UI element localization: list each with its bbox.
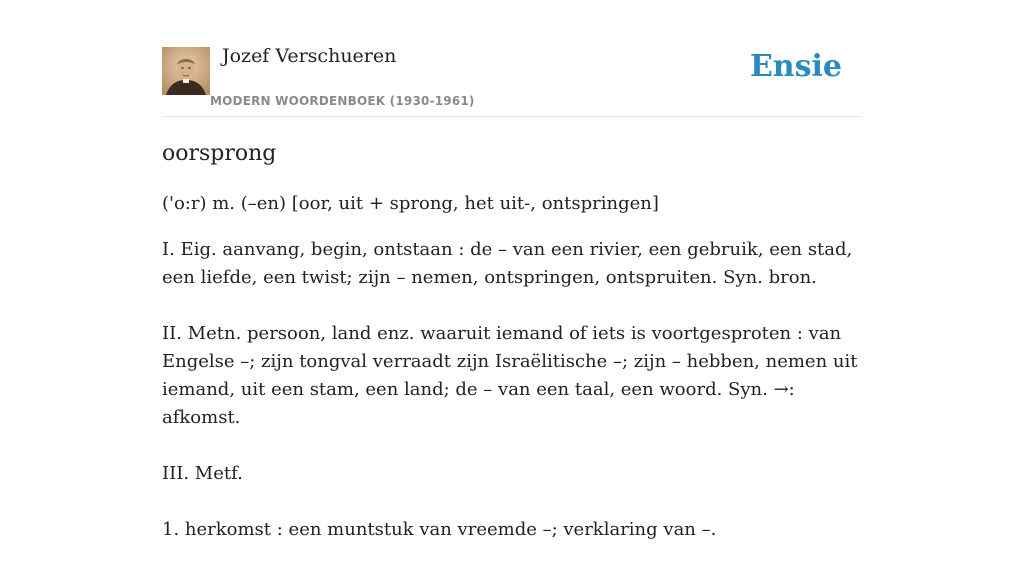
source-label[interactable]: MODERN WOORDENBOEK (1930-1961) (210, 94, 475, 108)
ensie-logo[interactable]: Ensie (749, 49, 842, 84)
entry-sense: 1. herkomst : een muntstuk van vreemde –; verklaring van –. (162, 519, 717, 540)
entry-sense: II. Metn. persoon, land enz. waaruit iemand of iets is voortgesproten : van Engelse –; zijn tongval verraadt zijn Israëlitische –; zijn – hebben, nemen uit iemand, uit een stam, een land; de – van een taal, een woord. Syn. →: afkomst. (162, 323, 858, 428)
entry-sense: I. Eig. aanvang, begin, ontstaan : de – van een rivier, een gebruik, een stad, een liefde, een twist; zijn – nemen, ontspringen, ontspruiten. Syn. bron. (162, 239, 853, 288)
author-avatar[interactable] (162, 47, 210, 95)
entry-pronunciation: ('o:r) m. (–en) [oor, uit + sprong, het uit-, ontspringen] (162, 193, 659, 214)
entry-title: oorsprong (162, 141, 277, 166)
entry-sense: III. Metf. (162, 463, 243, 484)
author-portrait-icon (162, 47, 210, 95)
author-name[interactable]: Jozef Verschueren (222, 45, 397, 67)
entry-content (162, 138, 862, 572)
entry-header (162, 0, 862, 117)
